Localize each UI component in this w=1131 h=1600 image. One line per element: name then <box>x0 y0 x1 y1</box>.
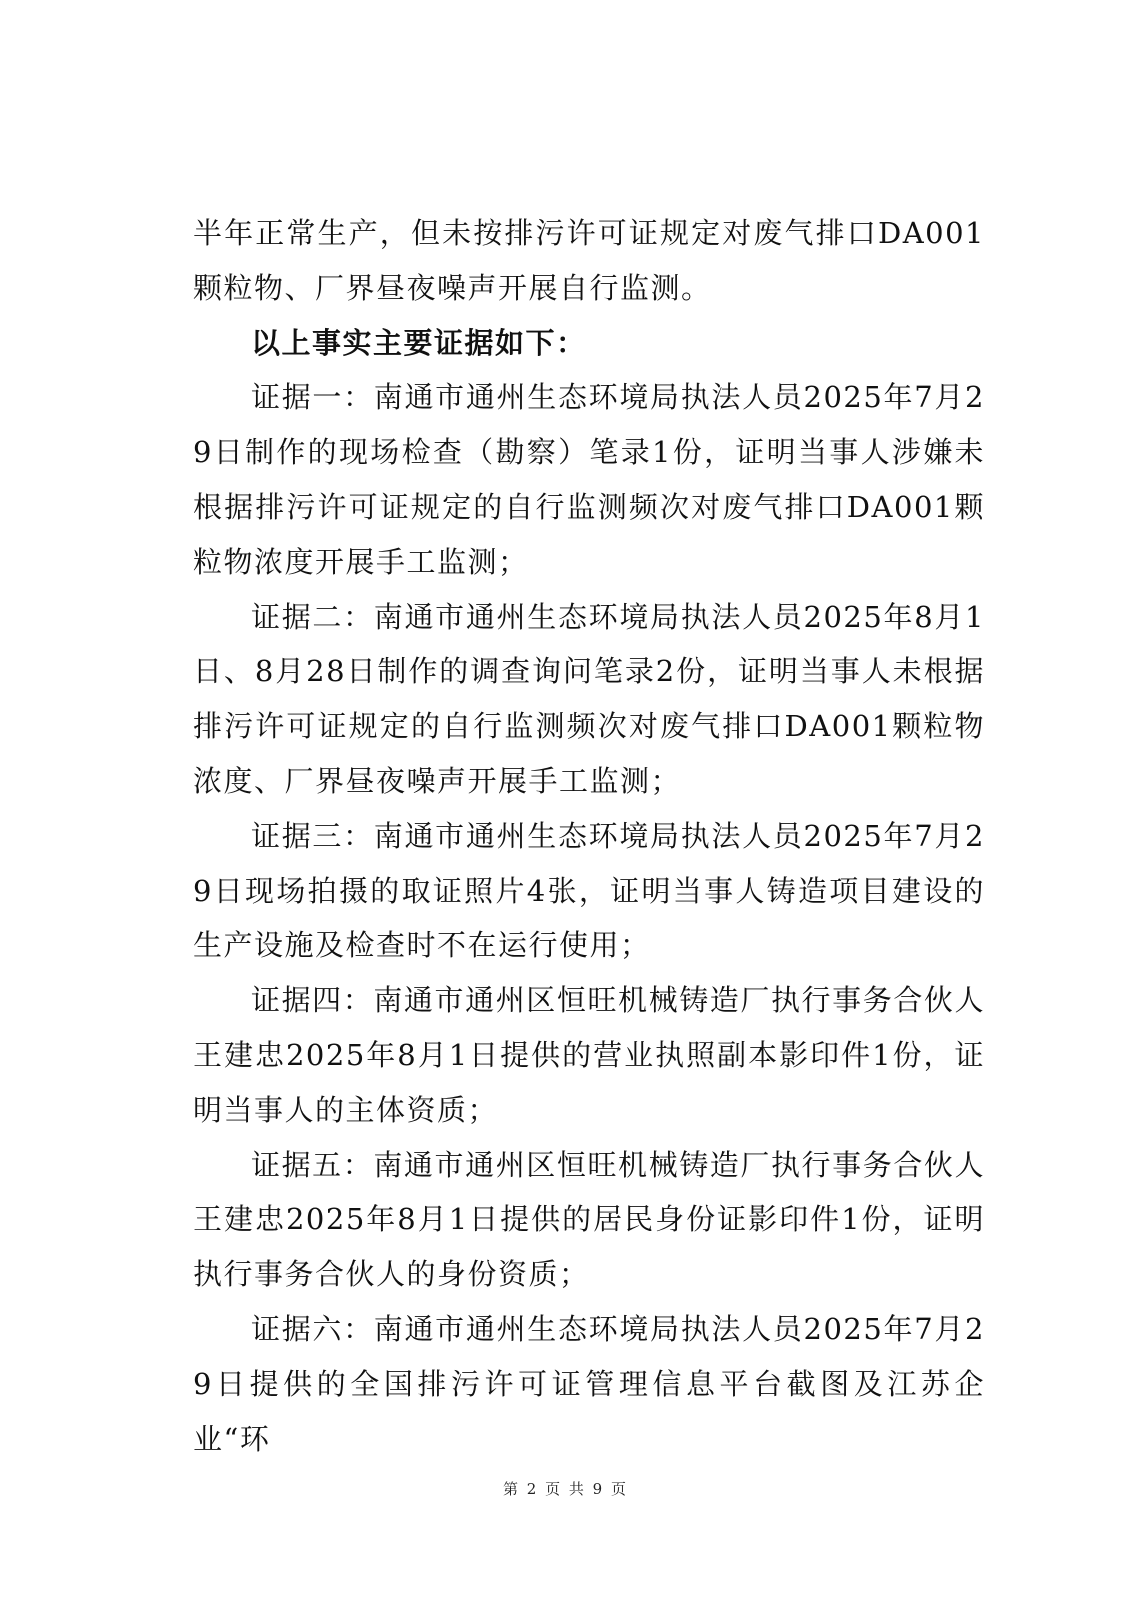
document-body <box>193 206 985 1466</box>
paragraph-evidence-3: 证据三：南通市通州生态环境局执法人员2025年7月29日现场拍摄的取证照片4张，证明当事人铸造项目建设的生产设施及检查时不在运行使用； <box>193 818 985 963</box>
paragraph-evidence-4: 证据四：南通市通州区恒旺机械铸造厂执行事务合伙人王建忠2025年8月1日提供的营业执照副本影印件1份，证明当事人的主体资质； <box>193 983 985 1127</box>
paragraph-evidence-2: 证据二：南通市通州生态环境局执法人员2025年8月1日、8月28日制作的调查询问笔录2份，证明当事人未根据排污许可证规定的自行监测频次对废气排口DA001颗粒物浓度、厂界昼夜噪声开展手工监测； <box>193 599 985 798</box>
paragraph-evidence-heading: 以上事实主要证据如下： <box>251 325 587 360</box>
paragraph-continuation: 半年正常生产，但未按排污许可证规定对废气排口DA001颗粒物、厂界昼夜噪声开展自行监测。 <box>193 216 985 305</box>
paragraph-evidence-6: 证据六：南通市通州生态环境局执法人员2025年7月29日提供的全国排污许可证管理信息平台截图及江苏企业“环 <box>193 1311 985 1456</box>
paragraph-evidence-1: 证据一：南通市通州生态环境局执法人员2025年7月29日制作的现场检查（勘察）笔录1份，证明当事人涉嫌未根据排污许可证规定的自行监测频次对废气排口DA001颗粒物浓度开展手工监测； <box>193 380 985 579</box>
paragraph-evidence-5: 证据五：南通市通州区恒旺机械铸造厂执行事务合伙人王建忠2025年8月1日提供的居民身份证影印件1份，证明执行事务合伙人的身份资质； <box>193 1147 985 1292</box>
page-number-footer: 第 2 页 共 9 页 <box>503 1480 628 1498</box>
